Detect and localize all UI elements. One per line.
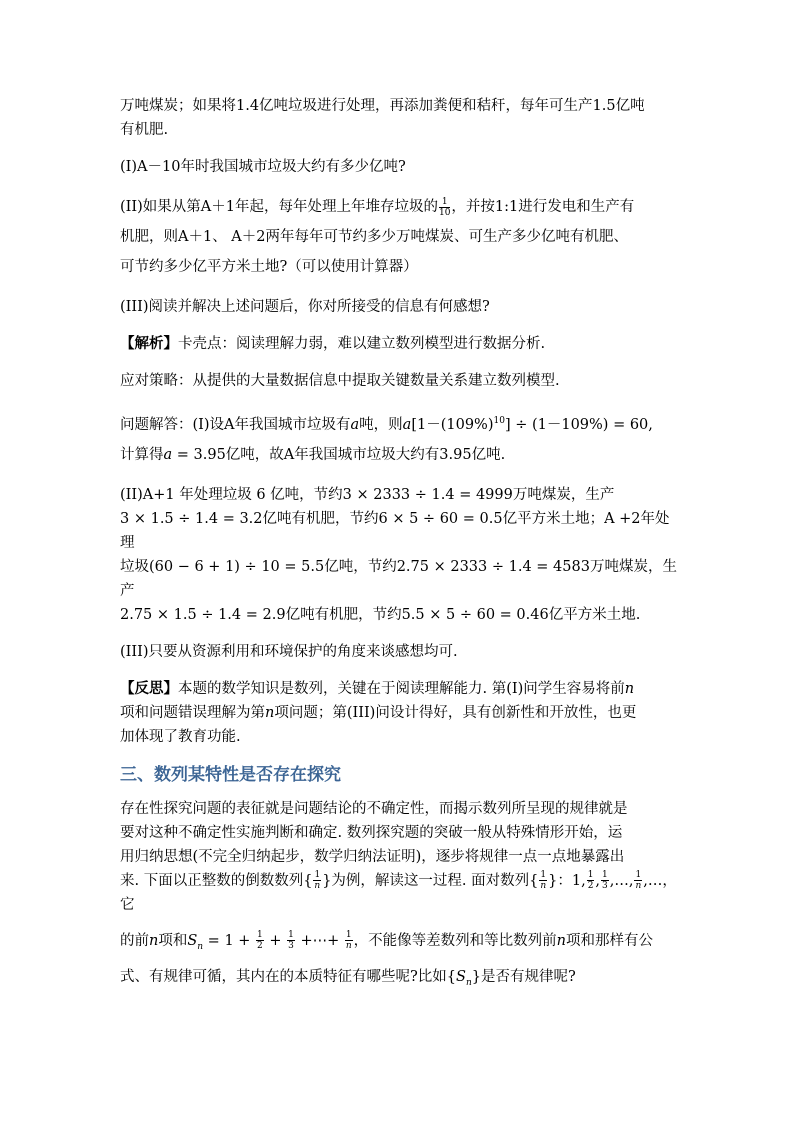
body-line-2: 要对这种不确定性实施判断和确定. 数列探究题的突破一般从特殊情形开始，运 (120, 824, 623, 841)
reflection-text-a: 本题的数学知识是数列，关键在于阅读理解能力. 第(I)问学生容易将前 (178, 680, 625, 697)
frac-numerator: 1 (345, 930, 352, 941)
body-line-4d: ,…, (609, 872, 634, 889)
frac-denominator: 2 (587, 881, 594, 892)
question-2 (120, 192, 680, 282)
frac-denominator: 2 (257, 941, 263, 952)
question-3: (III)阅读并解决上述问题后，你对所接受的信息有何感想? (120, 299, 490, 315)
q2-line-3: 可节约多少亿平方米土地?（可以使用计算器） (120, 259, 418, 275)
question-1: (I)A－10年时我国城市垃圾大约有多少亿吨? (120, 159, 406, 175)
fraction-1-over-n (539, 870, 547, 891)
reflection-text-c: 项问题；第(III)问设计得好，具有创新性和开放性，也更 (274, 704, 637, 721)
body-paragraph: 存在性探究问题的表征就是问题结论的不确定性，而揭示数列所呈现的规律就是 要对这种不确定性实施判断和确定. 数列探究题的突破一般从特殊情形开始，运 用归纳思想(不完全归纳起步，数学归纳法证明)，逐步将规律一点一点地暴露出 来. 下面以正整数的倒数数列{ $\frac{1}{n}$ }为例，解读这一过程. 面对数列{ $\frac{1}{n}$ }：1, $\frac{1}{2}$ , $\frac{1}{3}$ ,…, $\frac{1}{n}$ ,…，它 (120, 800, 677, 913)
part-2-paragraph (120, 483, 680, 627)
subscript-n: n (197, 941, 204, 952)
section-heading: 三、数列某特性是否存在探究 (120, 764, 341, 785)
intro-line-2: 有机肥. (120, 122, 169, 138)
part2-line-3: 垃圾(60 − 6 + 1) ÷ 10 = 5.5亿吨，节约2.75 × 2333 ÷ 1.4 = 4583万吨煤炭，生产 (120, 558, 677, 599)
q2-text-a: (II)如果从第A＋1年起，每年处理上年堆存垃圾的 (120, 199, 438, 215)
part2-line-4: 2.75 × 1.5 ÷ 1.4 = 2.9亿吨有机肥，节约5.5 × 5 ÷ 60 = 0.46亿平方米土地. (120, 606, 641, 623)
fraction-1-over-3 (287, 930, 295, 951)
fraction-1-over-2 (587, 870, 595, 891)
var-a: a (350, 416, 360, 433)
body-line-5f: ，不能像等差数列和等比数列前 (353, 932, 557, 949)
var-n: n (624, 680, 635, 697)
body-line-5d: + (264, 932, 287, 949)
var-n: n (149, 932, 159, 949)
body-line-5b: 项和 (158, 932, 188, 949)
body-line-4e: ,…，它 (120, 872, 677, 913)
frac-denominator: 10 (438, 207, 451, 218)
var-S: S (456, 968, 466, 985)
frac-numerator: 1 (602, 870, 608, 881)
answer-text-c: [1－(109%) (411, 416, 494, 433)
reflection-label: 【反思】 (120, 679, 178, 697)
frac-numerator: 1 (540, 870, 547, 881)
frac-numerator: 1 (439, 197, 450, 208)
body-line-4b: 为例，解读这一过程. 面对数列 (331, 872, 530, 889)
reflection-text-d: 加体现了教育功能. (120, 728, 241, 745)
body-line-5g: 项和那样有公 (566, 932, 653, 949)
part2-line-2: 3 × 1.5 ÷ 1.4 = 3.2亿吨有机肥，节约6 × 5 ÷ 60 = 0.5亿平方米土地；A +2年处理 (120, 510, 670, 551)
analysis-label: 【解析】 (120, 335, 178, 352)
analysis-text: 卡壳点：阅读理解力弱，难以建立数列模型进行数据分析. (178, 336, 546, 352)
answer-text-f: = 3.95亿吨，故A年我国城市垃圾大约有3.95亿吨. (172, 446, 506, 463)
body-paragraph-cont (120, 926, 680, 998)
var-a: a (163, 446, 173, 463)
fraction-1-over-n (634, 870, 642, 891)
body-line-5e: +⋯+ (295, 932, 344, 949)
answer-text-d: ] ÷ (1－109%) = 60, (504, 416, 653, 433)
frac-denominator: n (540, 881, 547, 892)
frac-denominator: 3 (288, 941, 294, 952)
var-S: S (187, 932, 198, 949)
fraction-1-over-3 (601, 870, 609, 891)
answer-text-e: 计算得 (120, 446, 164, 463)
reflection-text-b: 项和问题错误理解为第 (120, 704, 265, 721)
frac-numerator: 1 (635, 870, 642, 881)
frac-numerator: 1 (314, 870, 321, 881)
fraction-1-over-n (313, 870, 321, 891)
body-line-1: 存在性探究问题的表征就是问题结论的不确定性，而揭示数列所呈现的规律就是 (120, 800, 628, 817)
frac-denominator: 3 (602, 881, 608, 892)
frac-denominator: n (345, 941, 352, 952)
frac-numerator: 1 (288, 930, 294, 941)
body-line-5c: = 1 + (203, 932, 256, 949)
frac-numerator: 1 (257, 930, 263, 941)
q2-line-2: 机肥，则A＋1、 A＋2两年每年可节约多少万吨煤炭、可生产多少亿吨有机肥、 (120, 229, 628, 245)
body-line-5a: 的前 (120, 932, 149, 949)
fraction-1-over-2 (256, 930, 264, 951)
frac-denominator: n (635, 881, 642, 892)
answer-text-b: 吨，则 (359, 416, 403, 433)
fraction-1-over-n (345, 930, 353, 951)
body-line-3: 用归纳思想(不完全归纳起步，数学归纳法证明)，逐步将规律一点一点地暴露出 (120, 848, 625, 865)
frac-denominator: n (314, 881, 321, 892)
body-line-4c: ：1, (557, 872, 586, 889)
body-line-6b: }是否有规律呢? (471, 968, 576, 985)
var-n: n (265, 704, 275, 721)
part-3-paragraph: (III)只要从资源利用和环境保护的角度来谈感想均可. (120, 643, 458, 660)
q2-text-b: ，并按1:1进行发电和生产有 (451, 199, 635, 215)
answer-paragraph (120, 406, 680, 470)
part2-line-1: (II)A+1 年处理垃圾 6 亿吨，节约3 × 2333 ÷ 1.4 = 4999万吨煤炭，生产 (120, 486, 615, 503)
frac-numerator: 1 (587, 870, 594, 881)
var-n: n (556, 932, 566, 949)
intro-line-1: 万吨煤炭；如果将1.4亿吨垃圾进行处理，再添加粪便和秸秆，每年可生产1.5亿吨 (120, 98, 645, 114)
answer-text-a: 问题解答：(I)设A年我国城市垃圾有 (120, 416, 351, 433)
paragraph-intro (120, 94, 680, 142)
exponent-10: 10 (493, 416, 505, 426)
fraction-one-tenth (439, 197, 450, 218)
var-a: a (402, 416, 412, 433)
body-line-6a: 式、有规律可循，其内在的本质特征有哪些呢?比如{ (120, 968, 456, 985)
document-page (120, 94, 680, 998)
strategy-paragraph: 应对策略：从提供的大量数据信息中提取关键数量关系建立数列模型. (120, 373, 560, 389)
analysis-paragraph (120, 332, 680, 356)
subscript-n: n (465, 977, 472, 988)
body-line-4a: 来. 下面以正整数的倒数数列 (120, 872, 304, 889)
reflection-paragraph (120, 677, 680, 749)
